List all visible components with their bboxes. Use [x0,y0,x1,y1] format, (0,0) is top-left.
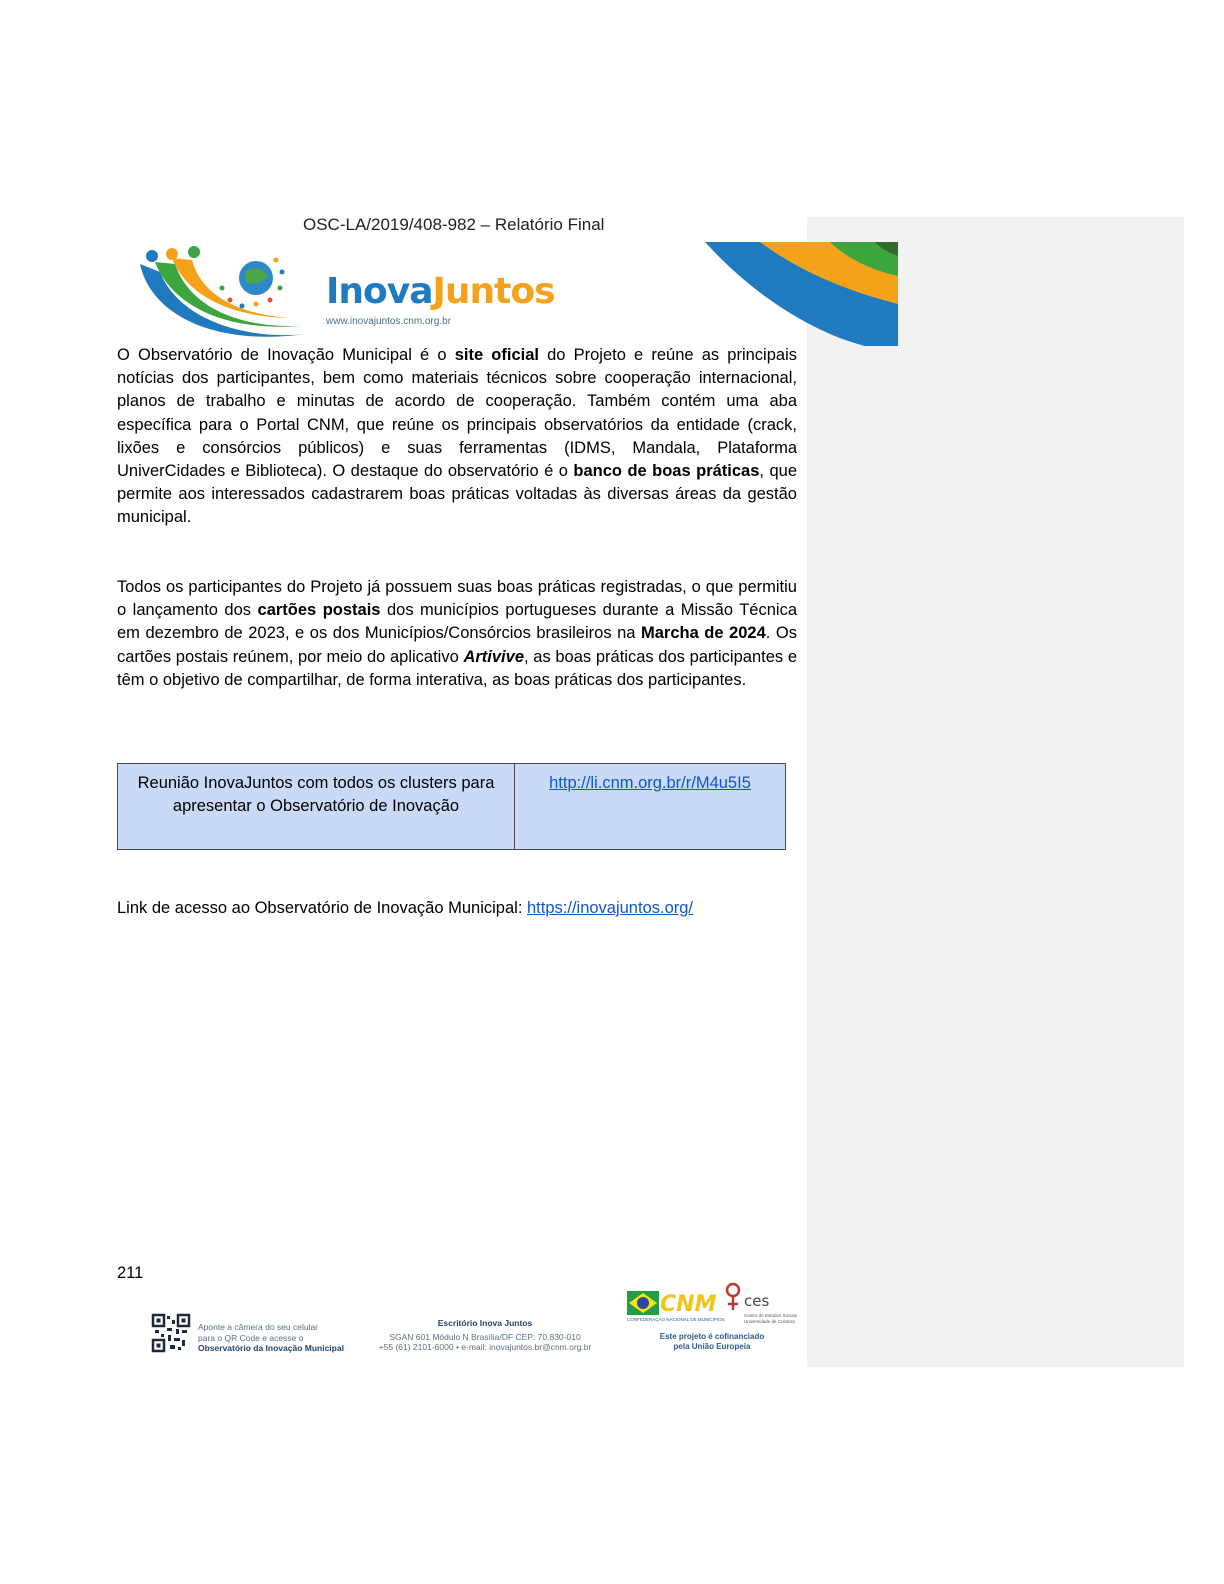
logo-url: www.inovajuntos.cnm.org.br [326,316,452,327]
access-line: Link de acesso ao Observatório de Inovação Municipal: https://inovajuntos.org/ [117,899,694,917]
eu-funding-note: Este projeto é cofinanciado pela União Europeia [659,1332,765,1351]
paragraph-cartoes-postais: Todos os participantes do Projeto já possuem suas boas práticas registradas, o que permitiu o lançamento dos cartões postais dos municípios portugueses durante a Missão Técnica em dezembro de 2023, e os dos Municípios/Consórcios brasileiros na Marcha de 2024. Os cartões postais reúnem, por meio do aplicativo Artivive, as boas práticas dos participantes e têm o objetivo de compartilhar, de forma interativa, as boas práticas dos participantes. [117,578,798,689]
meeting-link[interactable]: http://li.cnm.org.br/r/M4u5I5 [549,774,751,792]
banner-swoosh [705,242,898,346]
cnm-subtitle: CONFEDERAÇÃO NACIONAL DE MUNICÍPIOS [627,1317,725,1322]
running-header: OSC-LA/2019/408-982 – Relatório Final [303,215,605,234]
paragraph-observatorio: O Observatório de Inovação Municipal é o site oficial do Projeto e reúne as principais notícias dos participantes, bem como materiais técnicos sobre cooperação internacional, planos de trabalho e minutas de acordo de cooperação. Também contém uma aba específica para o Portal CNM, que reúne os principais observatórios da entidade (crack, lixões e consórcios públicos) e suas ferramentas (IDMS, Mandala, Plataforma UniverCidades e Biblioteca). O destaque do observatório é o banco de boas práticas, que permite aos interessados cadastrarem boas práticas voltadas às diversas áreas da gestão municipal. [117,346,797,527]
ces-subtitle: Centro de Estudos Sociais Universidade de Coimbra [744,1313,798,1324]
comment-margin-pane [807,217,1184,1367]
table-row [118,764,786,850]
inovajuntos-logo-text: InovaJuntos [326,271,555,312]
table-cell-description: Reunião InovaJuntos com todos os clusters para apresentar o Observatório de Inovação [118,764,515,850]
inovajuntos-emblem [140,246,305,337]
office-contact: Escritório Inova Juntos SGAN 601 Módulo N Brasília/DF CEP: 70.830-010 +55 (61) 2101-6000 • e-mail: inovajuntos.br@cnm.org.br [378,1318,592,1352]
page-number: 211 [117,1264,144,1282]
observatorio-link[interactable]: https://inovajuntos.org/ [527,899,694,917]
meeting-table [117,763,786,850]
ces-logo: ces [744,1292,770,1310]
table-cell-link [515,764,786,850]
cnm-logo: CNM [660,1292,717,1317]
qr-instructions: Aponte a câmera do seu celular para o QR Code e acesse o Observatório da Inovação Municipal [198,1322,344,1353]
qr-code-icon [152,1314,190,1352]
